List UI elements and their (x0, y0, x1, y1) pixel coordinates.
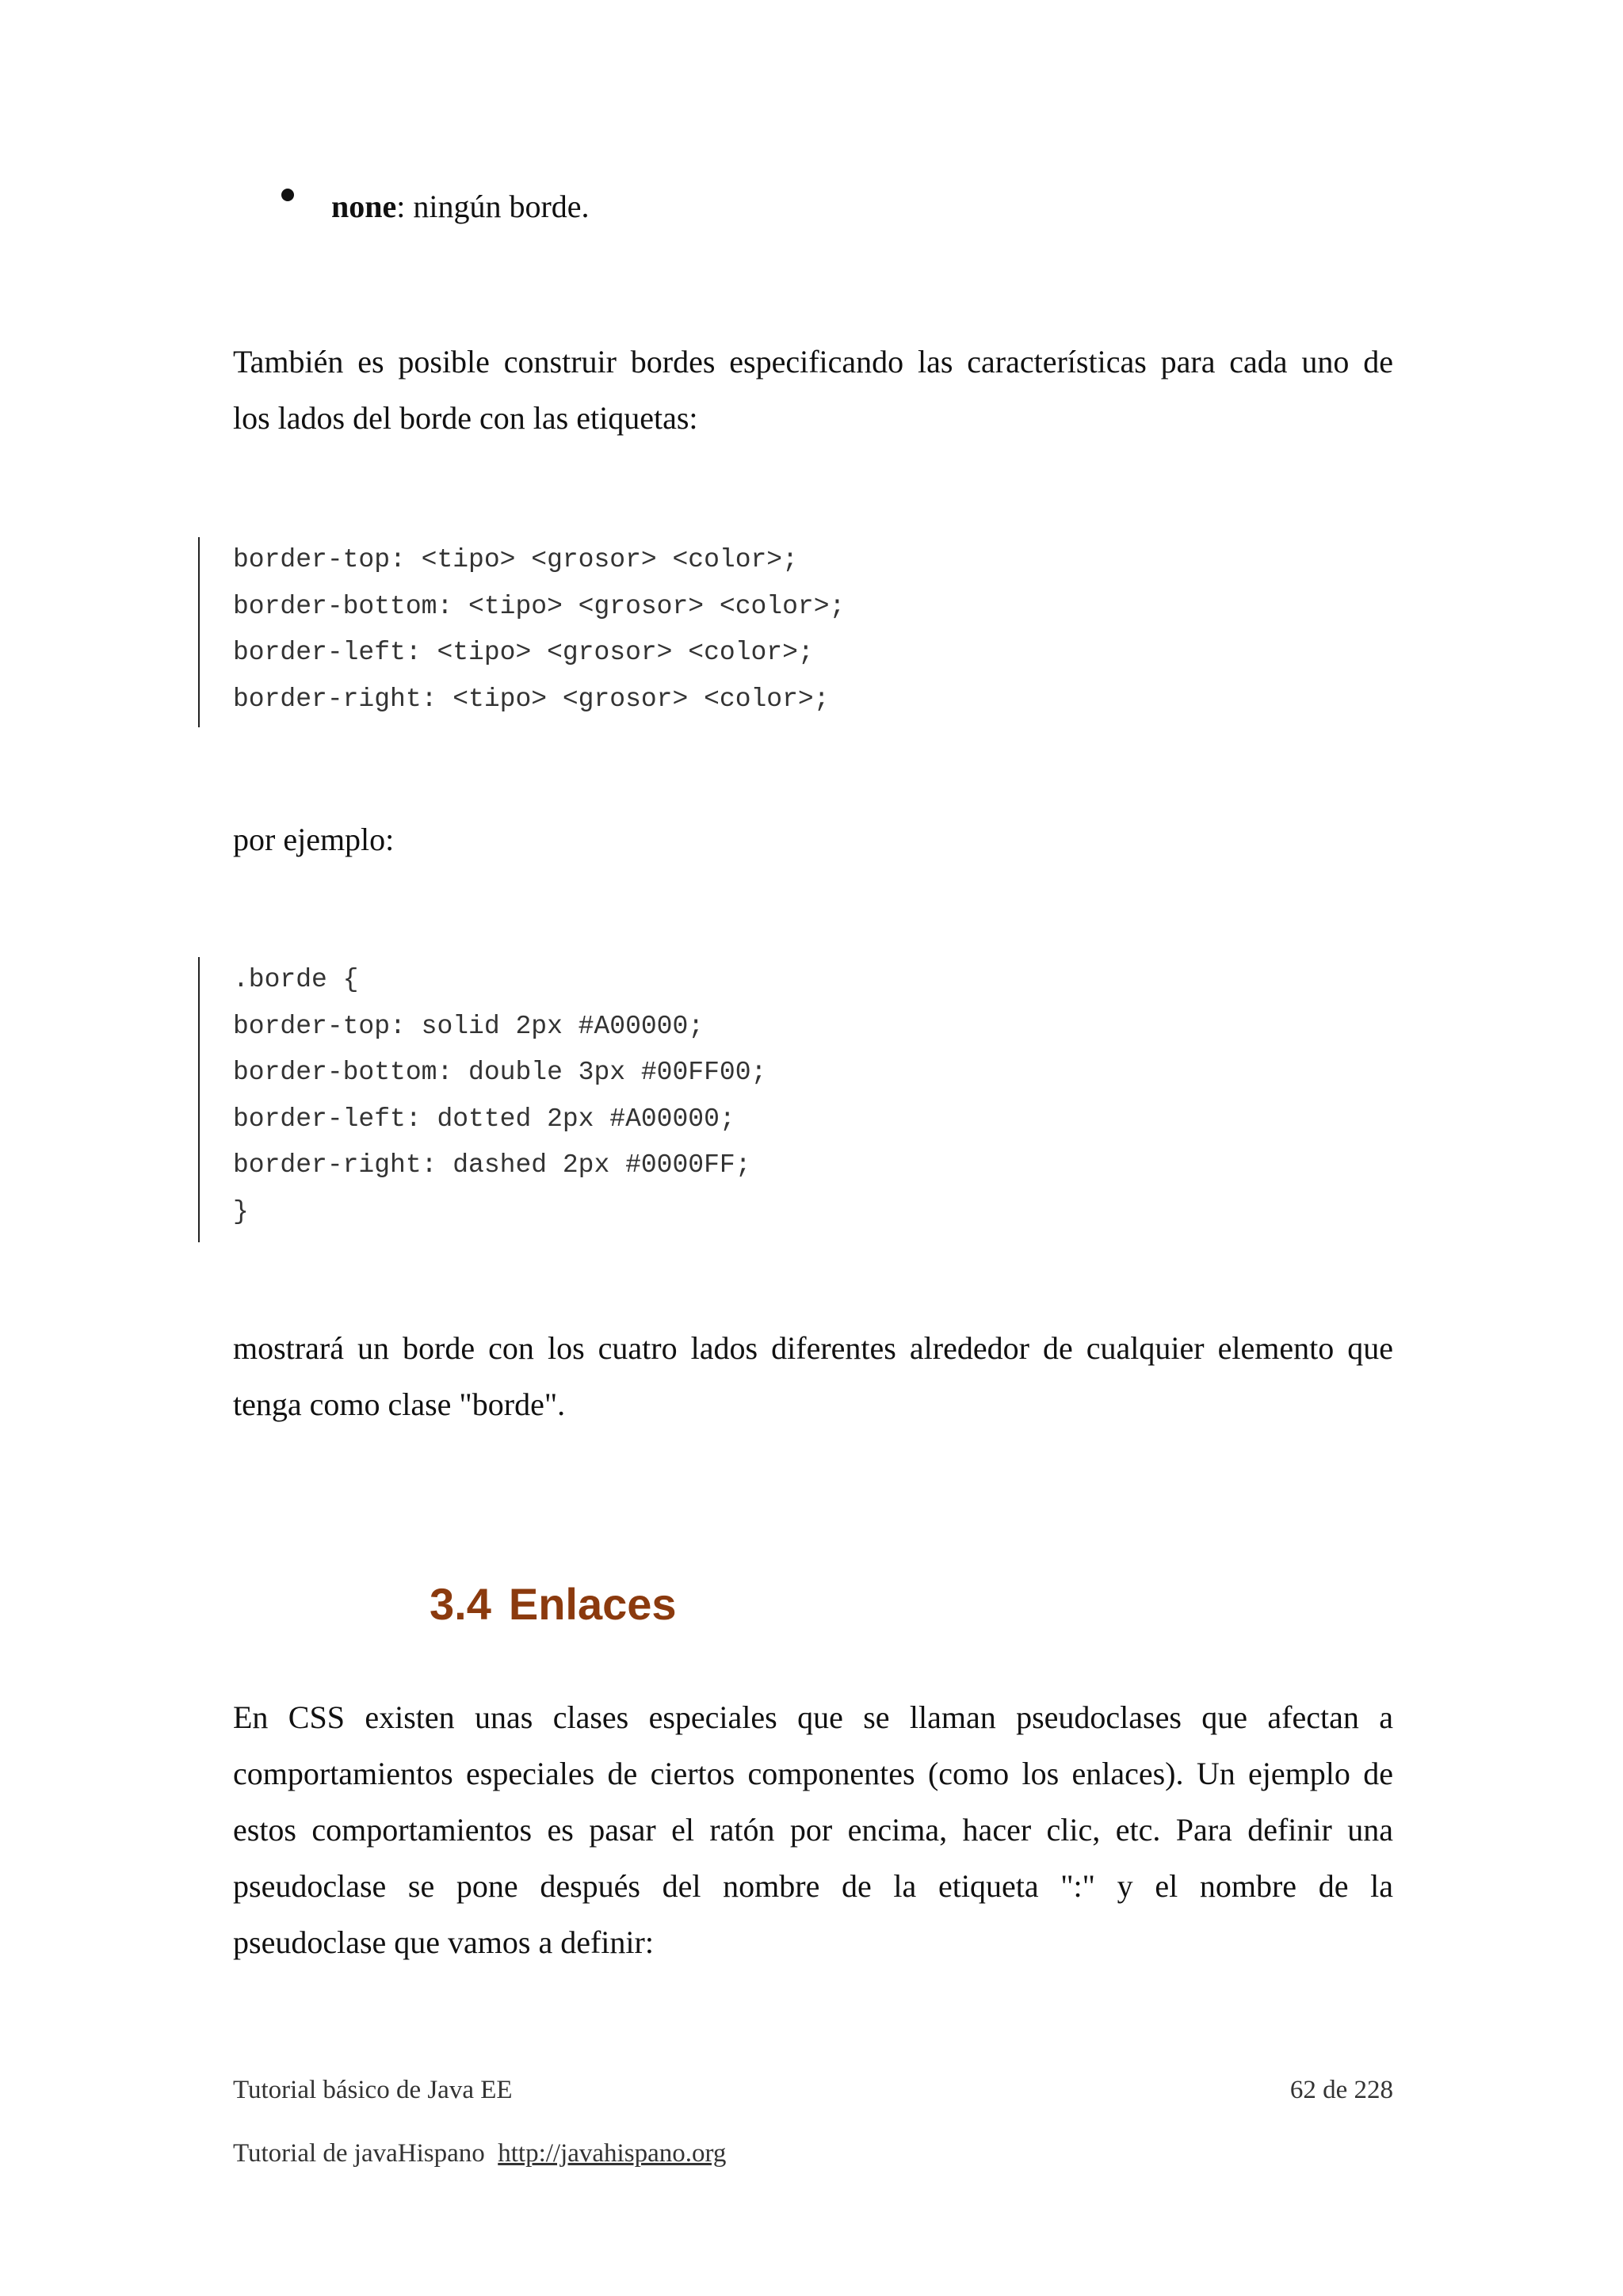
code-line: .borde { (233, 965, 359, 994)
bullet-term: none (331, 189, 397, 224)
code-line: border-right: dashed 2px #0000FF; (233, 1150, 751, 1180)
footer-source-link[interactable]: http://javahispano.org (498, 2139, 727, 2168)
code-line: border-right: <tipo> <grosor> <color>; (233, 684, 830, 714)
code-line: border-bottom: double 3px #00FF00; (233, 1058, 767, 1087)
code-line: } (233, 1196, 249, 1226)
code-block-border-example (198, 957, 766, 1242)
paragraph-pseudoclasses (233, 1689, 1393, 1970)
paragraph-line: También es posible construir bordes especificando las características para cada uno de (233, 344, 1393, 379)
paragraph-example-intro (233, 811, 1393, 868)
paragraph-line: pseudoclase que vamos a definir: (233, 1924, 654, 1960)
section-number: 3.4 (430, 1579, 491, 1629)
code-line: border-top: solid 2px #A00000; (233, 1011, 705, 1041)
page-current: 62 (1289, 2076, 1316, 2104)
paragraph-line: los lados del borde con las etiquetas: (233, 400, 698, 436)
page-total: 228 (1354, 2076, 1393, 2104)
footer-title: Tutorial básico de Java EE (233, 2076, 513, 2104)
footer-page-number (1290, 2074, 1393, 2106)
paragraph-line: estos comportamientos es pasar el ratón por encima, hacer clic, etc. Para definir una (233, 1812, 1393, 1848)
bullet-icon (281, 189, 294, 201)
bullet-item-none (331, 187, 590, 227)
code-line: border-bottom: <tipo> <grosor> <color>; (233, 591, 846, 621)
paragraph-border-sides (233, 334, 1393, 446)
paragraph-line: comportamientos especiales de ciertos componentes (como los enlaces). Un ejemplo de (233, 1756, 1393, 1791)
paragraph-border-result (233, 1320, 1393, 1432)
code-line: border-left: dotted 2px #A00000; (233, 1104, 735, 1134)
footer-source-label: Tutorial de javaHispano (233, 2139, 485, 2168)
page-separator: de (1323, 2076, 1348, 2104)
code-line: border-top: <tipo> <grosor> <color>; (233, 545, 798, 574)
paragraph-line: pseudoclase se pone después del nombre de la etiqueta ":" y el nombre de la (233, 1868, 1393, 1904)
bullet-description: : ningún borde. (396, 189, 590, 224)
paragraph-line: tenga como clase "borde". (233, 1386, 566, 1422)
code-block-border-syntax (198, 537, 845, 727)
code-line: border-left: <tipo> <grosor> <color>; (233, 638, 814, 667)
paragraph-line: En CSS existen unas clases especiales que se llaman pseudoclases que afectan a (233, 1699, 1393, 1735)
section-title: Enlaces (508, 1579, 677, 1629)
footer-source (233, 2138, 726, 2169)
section-heading (430, 1577, 677, 1632)
paragraph-line: mostrará un borde con los cuatro lados diferentes alrededor de cualquier elemento que (233, 1330, 1393, 1366)
paragraph-line: por ejemplo: (233, 822, 395, 857)
